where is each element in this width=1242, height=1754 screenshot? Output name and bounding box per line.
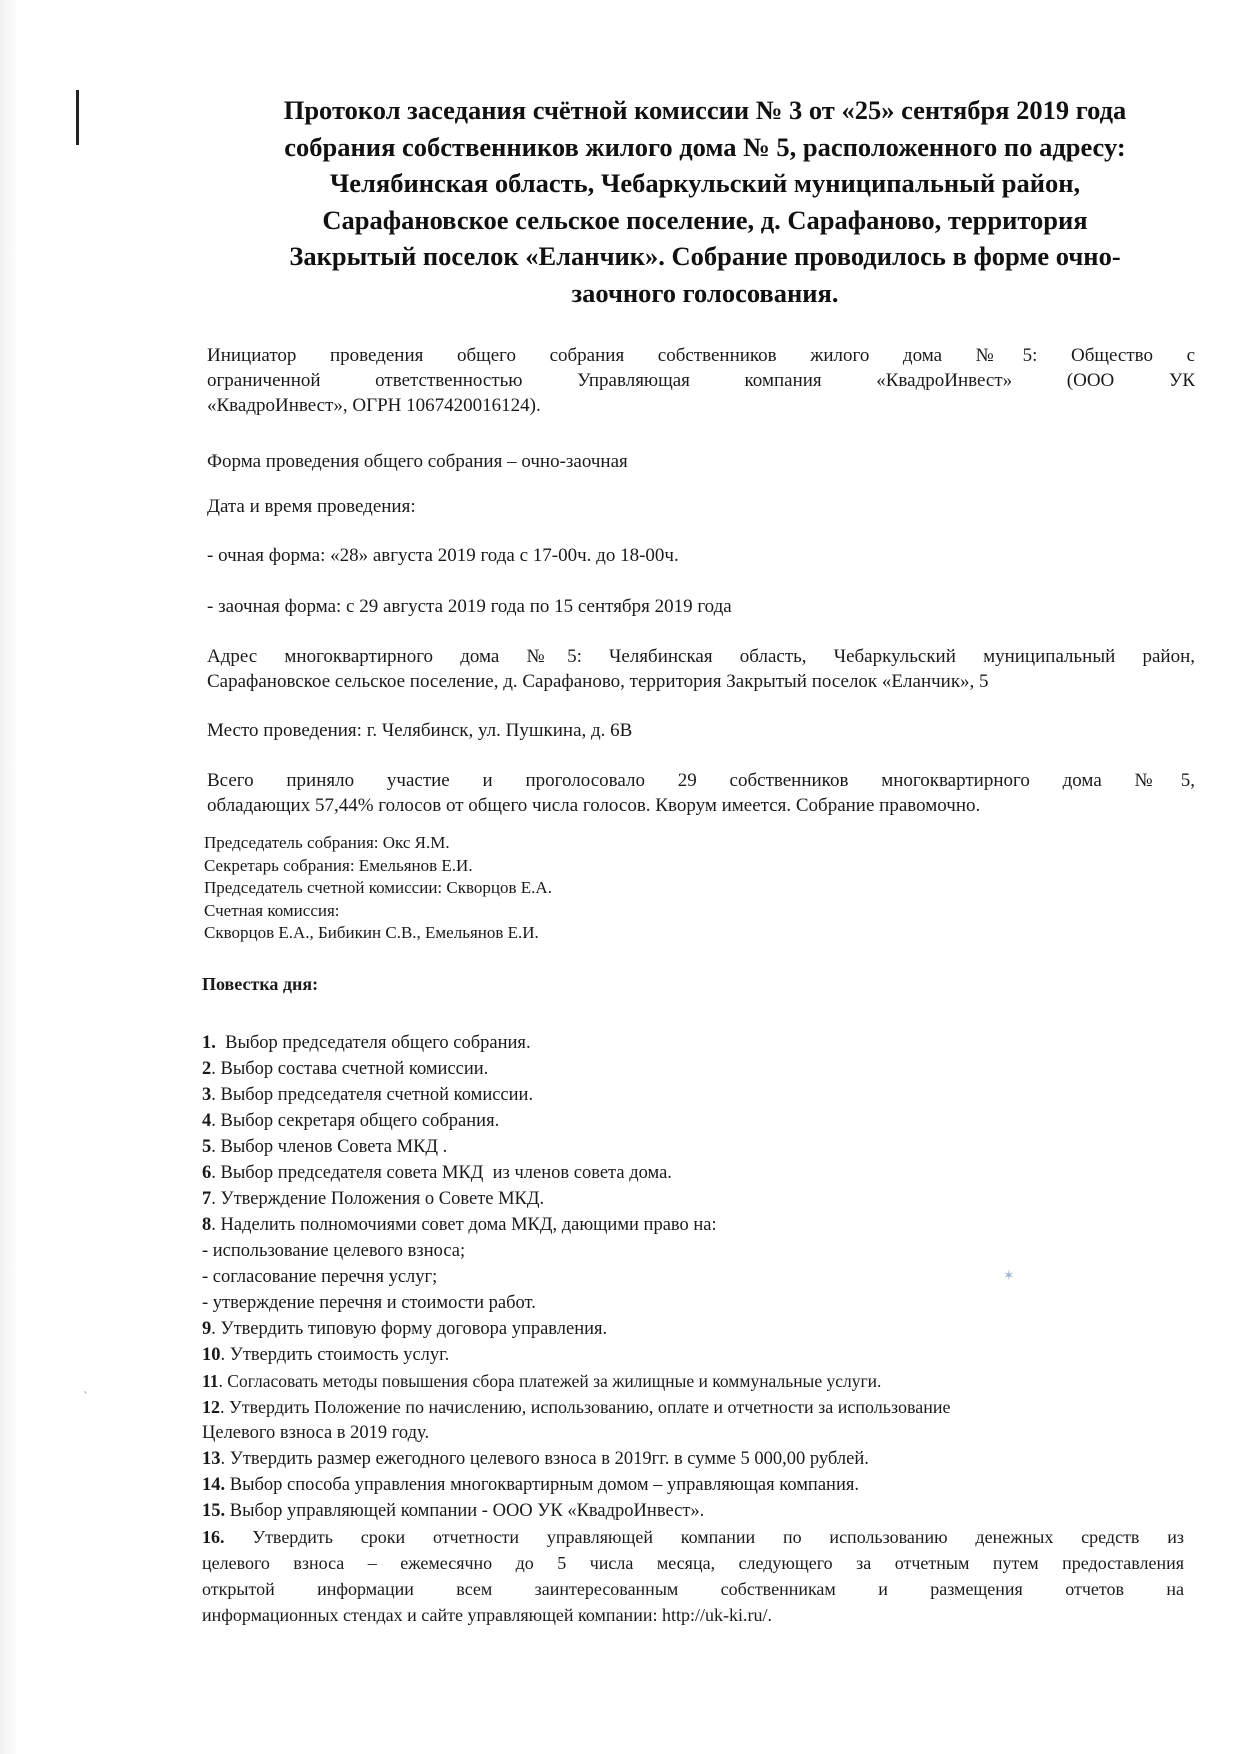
scan-artifact: ˴ — [83, 1384, 88, 1399]
title-line: собрания собственников жилого дома № 5, расположенного по адресу: — [284, 131, 1126, 162]
margin-pen-mark — [76, 90, 79, 145]
official-commission-chair: Председатель счетной комиссии: Скворцов Е.А. — [204, 878, 552, 897]
agenda-item: 15. Выбор управляющей компании - ООО УК «КвадроИнвест». — [202, 1501, 705, 1521]
address-paragraph — [207, 644, 1195, 694]
officials-list — [204, 832, 1192, 945]
scan-artifact: ✶ — [1003, 1269, 1015, 1284]
initiator-line: Инициатор проведения общего собрания собственников жилого дома №5: Общество с — [207, 345, 1195, 366]
title-line: заочного голосования. — [571, 277, 839, 308]
agenda-item: 2. Выбор состава счетной комиссии. — [202, 1059, 489, 1079]
datetime-label: Дата и время проведения: — [207, 496, 416, 517]
initiator-paragraph — [207, 343, 1195, 418]
address-line: Сарафановское сельское поселение, д. Сарафаново, территория Закрытый поселок «Еланчик», 5 — [207, 671, 989, 692]
title-line: Закрытый поселок «Еланчик». Собрание проводилось в форме очно- — [289, 241, 1121, 271]
agenda-item: 11. Согласовать методы повышения сбора платежей за жилищные и коммунальные услуги. — [202, 1371, 882, 1391]
official-commission-members: Скворцов Е.А., Бибикин С.В., Емельянов Е.И. — [204, 923, 539, 942]
official-chairman: Председатель собрания: Окс Я.М. — [204, 833, 450, 852]
agenda-subitem: - утверждение перечня и стоимости работ. — [202, 1293, 536, 1313]
venue: Место проведения: г. Челябинск, ул. Пушкина, д. 6В — [207, 720, 633, 741]
agenda-heading: Повестка дня: — [202, 974, 319, 994]
agenda-subitem: - использование целевого взноса; — [202, 1241, 466, 1261]
initiator-line: ограниченной ответственностью Управляющая компания «КвадроИнвест» (ООО УК — [207, 370, 1195, 391]
agenda-item: 7. Утверждение Положения о Совете МКД. — [202, 1189, 545, 1209]
agenda-item: 14. Выбор способа управления многоквартирным домом – управляющая компания. — [202, 1475, 859, 1495]
agenda-item: 10. Утвердить стоимость услуг. — [202, 1345, 450, 1365]
title-line: Сарафановское сельское поселение, д. Сарафаново, территория — [322, 204, 1088, 235]
title-line: Протокол заседания счётной комиссии № 3 от «25» сентября 2019 года — [283, 95, 1127, 125]
agenda-item: 3. Выбор председателя счетной комиссии. — [202, 1085, 534, 1105]
official-secretary: Секретарь собрания: Емельянов Е.И. — [204, 855, 473, 875]
initiator-line: «КвадроИнвест», ОГРН 1067420016124). — [207, 395, 541, 416]
agenda-item: 4. Выбор секретаря общего собрания. — [202, 1111, 500, 1131]
agenda-item: 5. Выбор членов Совета МКД . — [202, 1137, 448, 1157]
title-line: Челябинская область, Чебаркульский муниципальный район, — [329, 168, 1081, 198]
agenda-item: 13. Утвердить размер ежегодного целевого взноса в 2019гг. в сумме 5 000,00 рублей. — [202, 1449, 869, 1469]
official-commission-label: Счетная комиссия: — [204, 900, 340, 920]
quorum-line: обладающих 57,44% голосов от общего числа голосов. Кворум имеется. Собрание правомочно. — [207, 795, 981, 816]
agenda-item: 1. Выбор председателя общего собрания. — [202, 1033, 531, 1053]
quorum-line: Всего приняло участие и проголосовало 29 собственников многоквартирного дома №5, — [207, 770, 1195, 791]
agenda-item: 9. Утвердить типовую форму договора управления. — [202, 1319, 608, 1339]
agenda-item: 8. Наделить полномочиями совет дома МКД, дающими право на: — [202, 1215, 717, 1235]
datetime-in-person: - очная форма: «28» августа 2019 года с 17-00ч. до 18-00ч. — [207, 545, 679, 566]
agenda-item-continuation: Целевого взноса в 2019 году. — [202, 1423, 430, 1443]
scan-edge-shadow — [0, 0, 18, 1754]
agenda-item: 12. Утвердить Положение по начислению, использованию, оплате и отчетности за использование — [202, 1397, 951, 1417]
quorum-paragraph — [207, 768, 1195, 818]
agenda-list — [202, 1030, 1202, 1628]
address-line: Адрес многоквартирного дома №5: Челябинская область, Чебаркульский муниципальный район, — [207, 646, 1195, 667]
agenda-item-16: 16. Утвердить сроки отчетности управляющей компании по использованию денежных средств из целевого взноса – ежемесячно до 5 числа месяца, следующего за отчетным путем предоставления открытой информации всем заинтересованным собственникам и размещения отчетов на информационных стендах и сайте управляющей компании: http://uk-ki.ru/. — [202, 1527, 1184, 1625]
document-title — [210, 92, 1200, 311]
datetime-remote: - заочная форма: с 29 августа 2019 года по 15 сентября 2019 года — [207, 596, 732, 617]
agenda-subitem: - согласование перечня услуг; — [202, 1267, 438, 1287]
agenda-item: 6. Выбор председателя совета МКД из членов совета дома. — [202, 1163, 672, 1183]
meeting-form: Форма проведения общего собрания – очно-заочная — [207, 451, 628, 472]
